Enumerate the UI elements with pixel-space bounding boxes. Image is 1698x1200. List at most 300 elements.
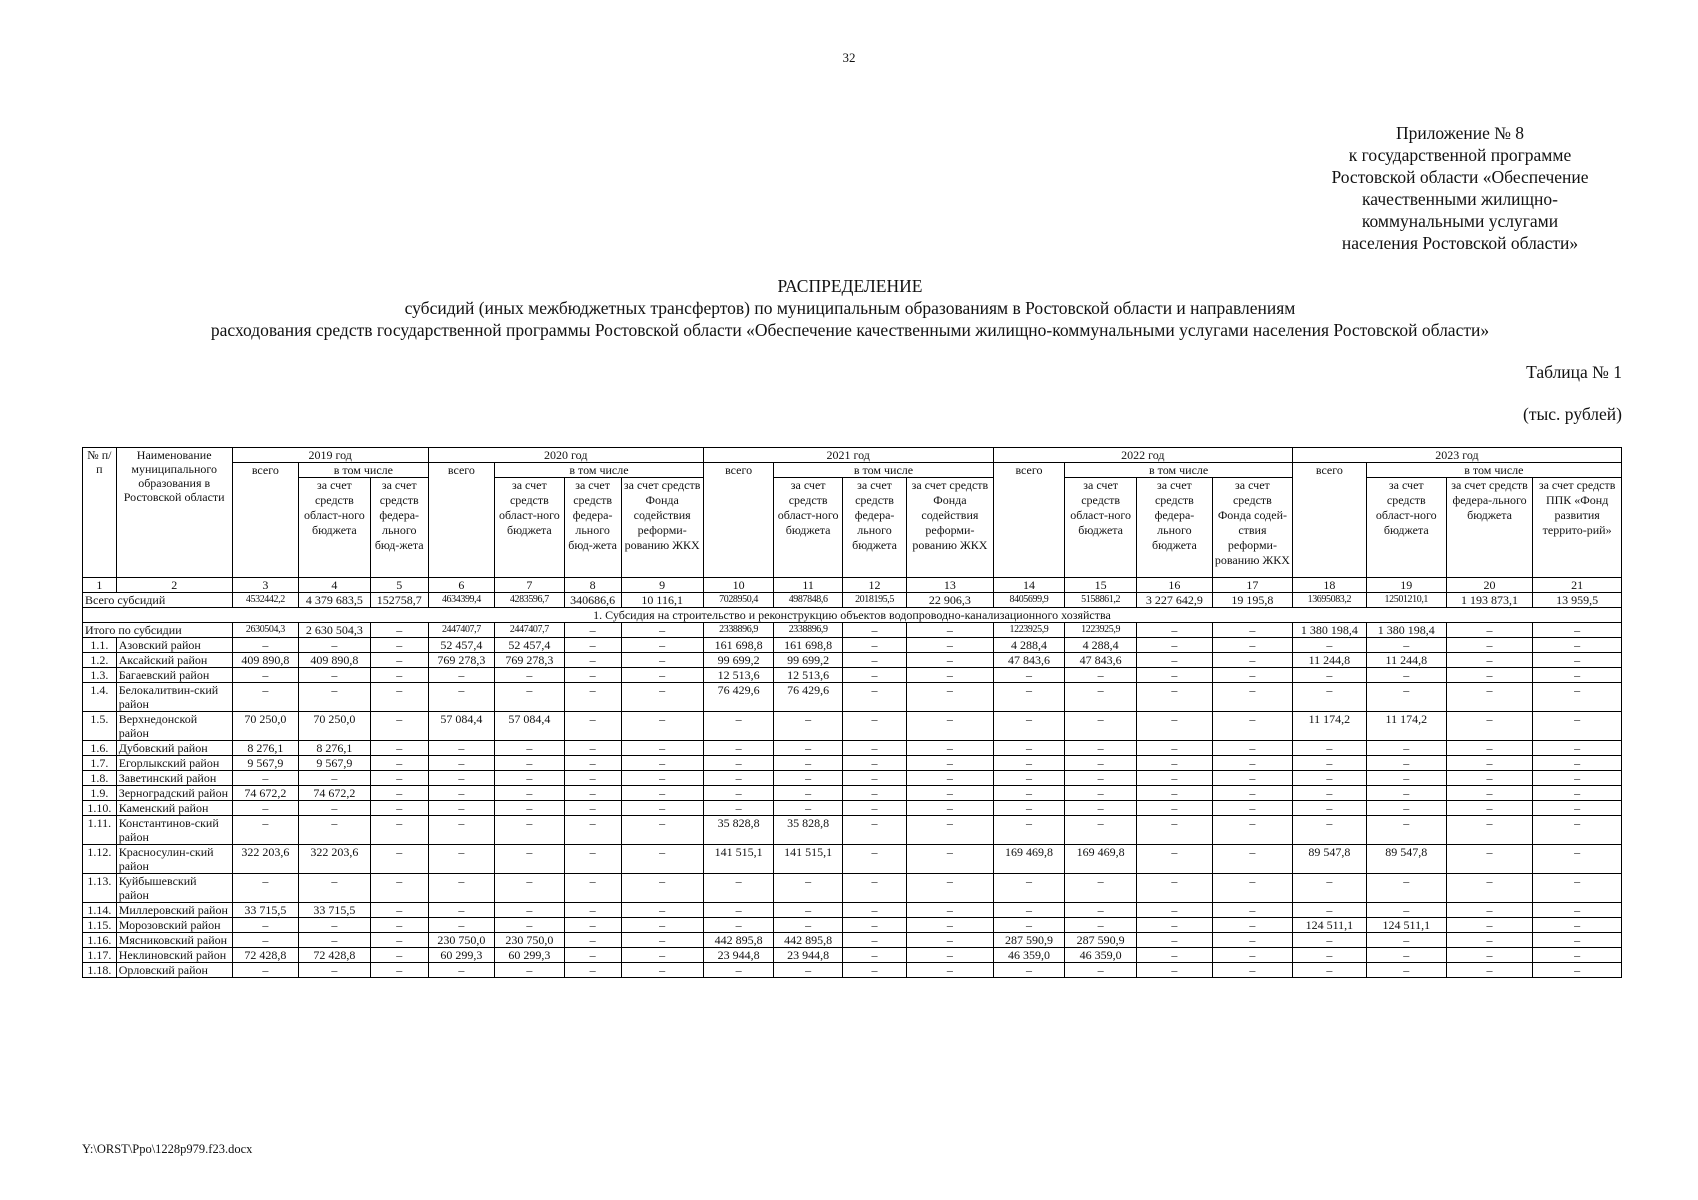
- value-cell: –: [495, 683, 565, 712]
- subsidy-table: [82, 447, 1622, 978]
- value-cell: –: [842, 874, 906, 903]
- value-cell: –: [370, 653, 428, 668]
- value-cell: –: [564, 771, 621, 786]
- row-name: Орловский район: [116, 963, 232, 978]
- value-cell: –: [1136, 771, 1212, 786]
- value-cell: –: [621, 623, 703, 638]
- header-ppk: за счет средств ППК «Фонд развития террито-рий»: [1533, 478, 1622, 578]
- value-cell: –: [1212, 638, 1292, 653]
- value-cell: –: [564, 653, 621, 668]
- value-cell: 70 250,0: [232, 712, 298, 741]
- value-cell: –: [703, 963, 774, 978]
- row-name: Аксайский район: [116, 653, 232, 668]
- row-number: 1.13.: [83, 874, 117, 903]
- value-cell: –: [495, 918, 565, 933]
- value-cell: –: [564, 903, 621, 918]
- table-row: [83, 683, 1622, 712]
- value-cell: –: [1366, 638, 1446, 653]
- value-cell: –: [774, 903, 843, 918]
- row-name: Каменский район: [116, 801, 232, 816]
- table-row: [83, 933, 1622, 948]
- row-name: Белокалитвин-ский район: [116, 683, 232, 712]
- value-cell: –: [1136, 816, 1212, 845]
- value-cell: 1 380 198,4: [1292, 623, 1366, 638]
- value-cell: –: [1212, 903, 1292, 918]
- value-cell: –: [564, 918, 621, 933]
- value-cell: –: [993, 963, 1065, 978]
- row-number: 1.14.: [83, 903, 117, 918]
- value-cell: –: [1136, 741, 1212, 756]
- column-number: 13: [907, 578, 993, 593]
- value-cell: –: [907, 963, 993, 978]
- value-cell: 2 630 504,3: [299, 623, 371, 638]
- header-total: всего: [703, 463, 774, 578]
- value-cell: –: [1136, 903, 1212, 918]
- value-cell: –: [1212, 816, 1292, 845]
- value-cell: –: [299, 683, 371, 712]
- value-cell: –: [907, 874, 993, 903]
- header-federal: за счет средств федера-льного бюд-жета: [564, 478, 621, 578]
- value-cell: –: [907, 845, 993, 874]
- value-cell: –: [299, 668, 371, 683]
- value-cell: 46 359,0: [993, 948, 1065, 963]
- header-year: 2019 год: [232, 448, 428, 463]
- value-cell: –: [1292, 933, 1366, 948]
- value-cell: –: [993, 801, 1065, 816]
- value-cell: 13695083,2: [1292, 593, 1366, 608]
- column-number: 2: [116, 578, 232, 593]
- value-cell: –: [1533, 903, 1622, 918]
- value-cell: 11 244,8: [1366, 653, 1446, 668]
- value-cell: –: [1366, 801, 1446, 816]
- value-cell: –: [1533, 623, 1622, 638]
- value-cell: –: [1292, 786, 1366, 801]
- table-row: [83, 771, 1622, 786]
- value-cell: –: [428, 741, 494, 756]
- column-number: 16: [1136, 578, 1212, 593]
- value-cell: –: [370, 948, 428, 963]
- value-cell: –: [907, 816, 993, 845]
- value-cell: –: [1292, 874, 1366, 903]
- title-heading: РАСПРЕДЕЛЕНИЕ: [777, 276, 923, 296]
- value-cell: –: [621, 683, 703, 712]
- header-year: 2022 год: [993, 448, 1292, 463]
- value-cell: –: [621, 816, 703, 845]
- section-title: 1. Субсидия на строительство и реконструкцию объектов водопроводно-канализационного хозяйства: [83, 608, 1622, 623]
- value-cell: –: [1533, 801, 1622, 816]
- value-cell: 23 944,8: [703, 948, 774, 963]
- value-cell: –: [495, 668, 565, 683]
- value-cell: –: [495, 801, 565, 816]
- value-cell: –: [1212, 948, 1292, 963]
- header-name: Наименование муниципального образования в Ростовской области: [116, 448, 232, 578]
- value-cell: –: [564, 683, 621, 712]
- value-cell: –: [907, 933, 993, 948]
- value-cell: –: [1065, 771, 1137, 786]
- value-cell: –: [1366, 963, 1446, 978]
- value-cell: –: [1065, 801, 1137, 816]
- column-number: 7: [495, 578, 565, 593]
- value-cell: –: [1292, 638, 1366, 653]
- column-number: 20: [1446, 578, 1532, 593]
- value-cell: –: [1136, 874, 1212, 903]
- header-total: всего: [1292, 463, 1366, 578]
- value-cell: 141 515,1: [703, 845, 774, 874]
- value-cell: 322 203,6: [232, 845, 298, 874]
- value-cell: –: [1065, 668, 1137, 683]
- row-number: 1.7.: [83, 756, 117, 771]
- value-cell: 7028950,4: [703, 593, 774, 608]
- value-cell: –: [774, 756, 843, 771]
- value-cell: –: [564, 948, 621, 963]
- value-cell: –: [1446, 668, 1532, 683]
- value-cell: –: [993, 771, 1065, 786]
- value-cell: 35 828,8: [774, 816, 843, 845]
- header-incl: в том числе: [299, 463, 429, 478]
- value-cell: 141 515,1: [774, 845, 843, 874]
- value-cell: –: [703, 712, 774, 741]
- value-cell: –: [621, 741, 703, 756]
- value-cell: –: [428, 668, 494, 683]
- row-number: 1.5.: [83, 712, 117, 741]
- value-cell: –: [1212, 963, 1292, 978]
- column-number-row: [83, 578, 1622, 593]
- value-cell: 3 227 642,9: [1136, 593, 1212, 608]
- header-incl: в том числе: [774, 463, 993, 478]
- value-cell: 4 288,4: [1065, 638, 1137, 653]
- value-cell: –: [1446, 948, 1532, 963]
- value-cell: –: [299, 963, 371, 978]
- value-cell: 47 843,6: [1065, 653, 1137, 668]
- row-number: 1.2.: [83, 653, 117, 668]
- value-cell: –: [842, 816, 906, 845]
- value-cell: 2630504,3: [232, 623, 298, 638]
- value-cell: –: [495, 903, 565, 918]
- value-cell: –: [907, 623, 993, 638]
- value-cell: –: [842, 903, 906, 918]
- value-cell: –: [564, 845, 621, 874]
- value-cell: –: [1366, 933, 1446, 948]
- header-incl: в том числе: [1366, 463, 1621, 478]
- value-cell: –: [370, 801, 428, 816]
- value-cell: –: [1446, 874, 1532, 903]
- value-cell: –: [370, 668, 428, 683]
- column-number: 15: [1065, 578, 1137, 593]
- row-name: Зерноградский район: [116, 786, 232, 801]
- value-cell: –: [1446, 801, 1532, 816]
- value-cell: –: [907, 683, 993, 712]
- header-row-years: [83, 448, 1622, 463]
- value-cell: –: [1533, 653, 1622, 668]
- table-row: [83, 874, 1622, 903]
- value-cell: –: [428, 845, 494, 874]
- value-cell: –: [495, 756, 565, 771]
- value-cell: –: [299, 638, 371, 653]
- value-cell: –: [1446, 845, 1532, 874]
- value-cell: –: [1136, 801, 1212, 816]
- value-cell: 2018195,5: [842, 593, 906, 608]
- value-cell: 46 359,0: [1065, 948, 1137, 963]
- value-cell: –: [428, 683, 494, 712]
- row-name: Морозовский район: [116, 918, 232, 933]
- value-cell: –: [1065, 756, 1137, 771]
- value-cell: –: [370, 638, 428, 653]
- value-cell: –: [495, 963, 565, 978]
- value-cell: –: [1065, 903, 1137, 918]
- value-cell: –: [299, 918, 371, 933]
- value-cell: 4 288,4: [993, 638, 1065, 653]
- value-cell: 230 750,0: [495, 933, 565, 948]
- row-name: Багаевский район: [116, 668, 232, 683]
- value-cell: –: [564, 816, 621, 845]
- value-cell: 89 547,8: [1366, 845, 1446, 874]
- value-cell: 60 299,3: [428, 948, 494, 963]
- header-federal: за счет средств федера-льного бюджета: [1446, 478, 1532, 578]
- table-row: [83, 653, 1622, 668]
- value-cell: –: [1446, 963, 1532, 978]
- value-cell: –: [703, 918, 774, 933]
- row-number: 1.6.: [83, 741, 117, 756]
- value-cell: –: [1366, 756, 1446, 771]
- row-name: Верхнедонской район: [116, 712, 232, 741]
- value-cell: 152758,7: [370, 593, 428, 608]
- value-cell: –: [428, 756, 494, 771]
- value-cell: 47 843,6: [993, 653, 1065, 668]
- value-cell: 2447407,7: [495, 623, 565, 638]
- table-row: [83, 801, 1622, 816]
- header-total: всего: [232, 463, 298, 578]
- value-cell: –: [842, 845, 906, 874]
- value-cell: 35 828,8: [703, 816, 774, 845]
- value-cell: 11 174,2: [1366, 712, 1446, 741]
- value-cell: –: [774, 741, 843, 756]
- value-cell: 769 278,3: [495, 653, 565, 668]
- value-cell: –: [1136, 845, 1212, 874]
- table-row: [83, 638, 1622, 653]
- value-cell: –: [1212, 623, 1292, 638]
- value-cell: 340686,6: [564, 593, 621, 608]
- value-cell: 4532442,2: [232, 593, 298, 608]
- table-row: [83, 948, 1622, 963]
- table-number: Таблица № 1: [1526, 362, 1622, 382]
- value-cell: –: [1212, 741, 1292, 756]
- value-cell: –: [1292, 948, 1366, 963]
- table-row: [83, 786, 1622, 801]
- value-cell: –: [907, 638, 993, 653]
- value-cell: –: [842, 683, 906, 712]
- value-cell: 74 672,2: [232, 786, 298, 801]
- value-cell: –: [774, 786, 843, 801]
- column-number: 8: [564, 578, 621, 593]
- row-name: Неклиновский район: [116, 948, 232, 963]
- value-cell: 161 698,8: [774, 638, 843, 653]
- value-cell: 322 203,6: [299, 845, 371, 874]
- value-cell: –: [1366, 874, 1446, 903]
- column-number: 6: [428, 578, 494, 593]
- value-cell: –: [1533, 756, 1622, 771]
- row-label: Всего субсидий: [83, 593, 233, 608]
- value-cell: 33 715,5: [232, 903, 298, 918]
- value-cell: 4987848,6: [774, 593, 843, 608]
- header-fund: за счет средств Фонда содействия реформи-рованию ЖКХ: [621, 478, 703, 578]
- value-cell: –: [1136, 756, 1212, 771]
- value-cell: 99 699,2: [774, 653, 843, 668]
- value-cell: –: [621, 963, 703, 978]
- value-cell: –: [1136, 623, 1212, 638]
- column-number: 5: [370, 578, 428, 593]
- row-name: Куйбышевский район: [116, 874, 232, 903]
- row-name: Константинов-ский район: [116, 816, 232, 845]
- table-row: [83, 668, 1622, 683]
- value-cell: –: [842, 653, 906, 668]
- value-cell: –: [1065, 816, 1137, 845]
- value-cell: 9 567,9: [232, 756, 298, 771]
- value-cell: –: [1366, 683, 1446, 712]
- table-row: [83, 712, 1622, 741]
- row-name: Егорлыкский район: [116, 756, 232, 771]
- value-cell: –: [621, 933, 703, 948]
- value-cell: –: [907, 801, 993, 816]
- column-number: 12: [842, 578, 906, 593]
- value-cell: –: [495, 874, 565, 903]
- value-cell: 4634399,4: [428, 593, 494, 608]
- value-cell: –: [1446, 933, 1532, 948]
- row-name: Заветинский район: [116, 771, 232, 786]
- appendix-line: к государственной программе: [1348, 145, 1572, 165]
- value-cell: –: [993, 668, 1065, 683]
- subtotal-row: [83, 623, 1622, 638]
- value-cell: –: [621, 653, 703, 668]
- value-cell: 76 429,6: [774, 683, 843, 712]
- row-number: 1.11.: [83, 816, 117, 845]
- appendix-line: населения Ростовской области»: [1341, 233, 1579, 253]
- value-cell: 4283596,7: [495, 593, 565, 608]
- value-cell: –: [1533, 963, 1622, 978]
- value-cell: –: [1292, 683, 1366, 712]
- value-cell: –: [1212, 683, 1292, 712]
- header-year: 2023 год: [1292, 448, 1621, 463]
- value-cell: 60 299,3: [495, 948, 565, 963]
- value-cell: –: [1533, 638, 1622, 653]
- value-cell: –: [1446, 786, 1532, 801]
- value-cell: 74 672,2: [299, 786, 371, 801]
- row-number: 1.17.: [83, 948, 117, 963]
- header-row-sources: [83, 478, 1622, 578]
- value-cell: –: [1065, 683, 1137, 712]
- header-total: всего: [993, 463, 1065, 578]
- value-cell: –: [907, 668, 993, 683]
- row-number: 1.9.: [83, 786, 117, 801]
- value-cell: –: [621, 903, 703, 918]
- column-number: 19: [1366, 578, 1446, 593]
- value-cell: –: [495, 845, 565, 874]
- value-cell: –: [842, 918, 906, 933]
- value-cell: –: [1533, 683, 1622, 712]
- value-cell: –: [774, 771, 843, 786]
- value-cell: –: [564, 623, 621, 638]
- value-cell: –: [993, 918, 1065, 933]
- header-federal: за счет средств федера-льного бюджета: [842, 478, 906, 578]
- row-number: 1.16.: [83, 933, 117, 948]
- value-cell: –: [1212, 786, 1292, 801]
- value-cell: –: [564, 638, 621, 653]
- value-cell: –: [428, 874, 494, 903]
- value-cell: –: [993, 756, 1065, 771]
- value-cell: –: [993, 786, 1065, 801]
- header-federal: за счет средств федера-льного бюд-жета: [370, 478, 428, 578]
- header-no: № п/п: [83, 448, 117, 578]
- value-cell: –: [621, 756, 703, 771]
- value-cell: –: [232, 638, 298, 653]
- value-cell: –: [842, 771, 906, 786]
- document-title: [80, 275, 1620, 341]
- value-cell: –: [1366, 786, 1446, 801]
- value-cell: –: [299, 816, 371, 845]
- value-cell: –: [495, 816, 565, 845]
- column-number: 9: [621, 578, 703, 593]
- column-number: 3: [232, 578, 298, 593]
- value-cell: 72 428,8: [232, 948, 298, 963]
- value-cell: –: [842, 668, 906, 683]
- header-regional: за счет средств област-ного бюджета: [1065, 478, 1137, 578]
- value-cell: –: [907, 771, 993, 786]
- value-cell: –: [428, 786, 494, 801]
- value-cell: –: [232, 933, 298, 948]
- value-cell: –: [299, 771, 371, 786]
- value-cell: –: [1212, 653, 1292, 668]
- value-cell: –: [1212, 668, 1292, 683]
- value-cell: –: [1212, 845, 1292, 874]
- value-cell: –: [1212, 712, 1292, 741]
- value-cell: –: [299, 933, 371, 948]
- row-number: 1.4.: [83, 683, 117, 712]
- value-cell: 124 511,1: [1292, 918, 1366, 933]
- value-cell: 8 276,1: [299, 741, 371, 756]
- value-cell: 70 250,0: [299, 712, 371, 741]
- value-cell: –: [842, 638, 906, 653]
- value-cell: –: [907, 948, 993, 963]
- value-cell: 22 906,3: [907, 593, 993, 608]
- header-regional: за счет средств област-ного бюджета: [1366, 478, 1446, 578]
- value-cell: –: [621, 845, 703, 874]
- table-row: [83, 845, 1622, 874]
- value-cell: –: [1366, 948, 1446, 963]
- value-cell: 2447407,7: [428, 623, 494, 638]
- appendix-line: коммунальными услугами: [1361, 211, 1559, 231]
- value-cell: –: [564, 874, 621, 903]
- value-cell: –: [564, 786, 621, 801]
- value-cell: 169 469,8: [1065, 845, 1137, 874]
- value-cell: –: [1292, 963, 1366, 978]
- value-cell: 8405699,9: [993, 593, 1065, 608]
- value-cell: –: [1065, 712, 1137, 741]
- value-cell: –: [1446, 756, 1532, 771]
- row-number: 1.8.: [83, 771, 117, 786]
- value-cell: –: [1446, 903, 1532, 918]
- value-cell: –: [495, 741, 565, 756]
- value-cell: 287 590,9: [1065, 933, 1137, 948]
- value-cell: –: [1212, 933, 1292, 948]
- value-cell: –: [1533, 948, 1622, 963]
- column-number: 21: [1533, 578, 1622, 593]
- title-line: субсидий (иных межбюджетных трансфертов) по муниципальным образованиям в Ростовской области и направлениям: [404, 298, 1296, 318]
- value-cell: –: [1136, 918, 1212, 933]
- header-fund: за счет средств Фонда содействия реформи-рованию ЖКХ: [907, 478, 993, 578]
- value-cell: –: [907, 903, 993, 918]
- table-row: [83, 918, 1622, 933]
- value-cell: –: [428, 918, 494, 933]
- row-name: Миллеровский район: [116, 903, 232, 918]
